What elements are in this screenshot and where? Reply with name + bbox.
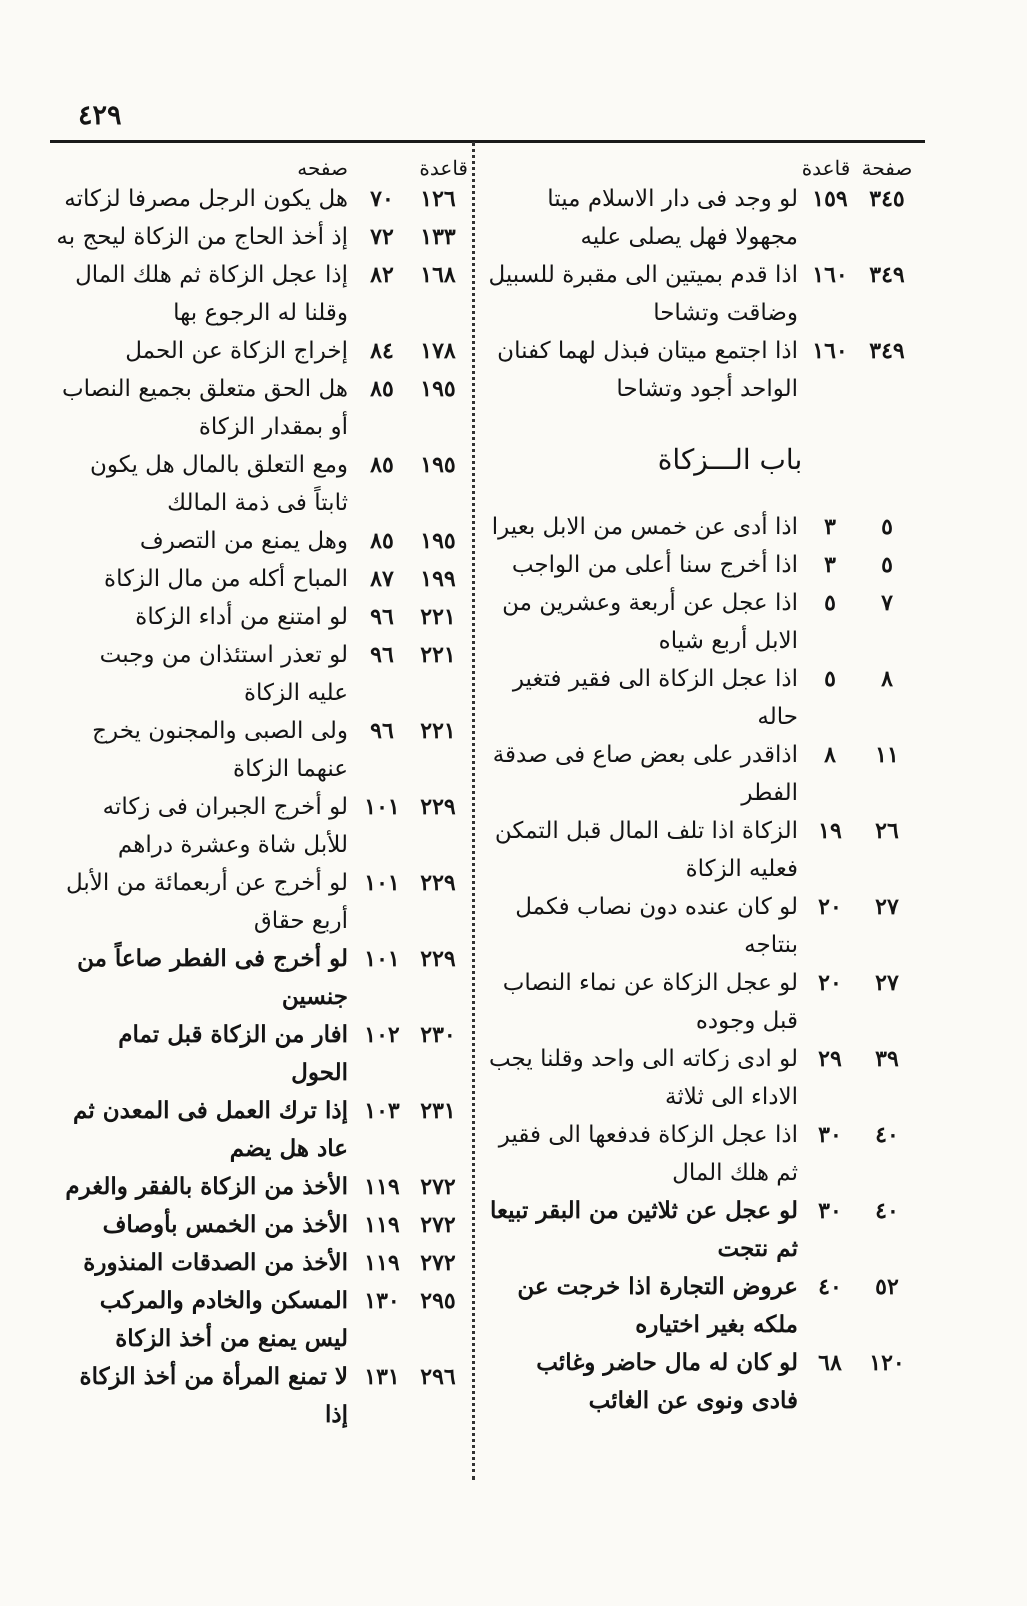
entry-rule-number: ١٦٠ xyxy=(812,262,848,288)
entry-rule-number: ٦٨ xyxy=(818,1350,842,1376)
entry-rule-number: ٨٢ xyxy=(370,262,394,288)
entry-page-number: ٢٦ xyxy=(875,818,899,844)
entry-rule-number: ٧٢ xyxy=(370,224,394,250)
entry-rule-number: ٣ xyxy=(824,552,836,578)
entry-page-number: ١٣٣ xyxy=(420,224,456,250)
entry-rule-number: ٨٥ xyxy=(370,452,394,478)
entry-text: الزكاة اذا تلف المال قبل التمكن فعليه الزكاة xyxy=(494,818,798,882)
rule-label: قاعدة xyxy=(419,156,468,180)
entry-text: هل يكون الرجل مصرفا لزكاته xyxy=(64,186,348,212)
entry-rule-number: ٨٤ xyxy=(370,338,394,364)
entry-text: لو عجل عن ثلاثين من البقر تبيعا ثم نتجت xyxy=(489,1197,798,1262)
index-entry xyxy=(50,598,468,636)
entry-text: عروض التجارة اذا خرجت عن ملكه بغير اختياره xyxy=(517,1273,798,1338)
index-entry xyxy=(480,1344,920,1420)
index-entry xyxy=(480,584,920,660)
entry-page-number: ٢٢٩ xyxy=(420,794,456,820)
index-entry xyxy=(480,546,920,584)
entry-page-number: ٧ xyxy=(881,590,893,616)
entry-page-number: ٢٩٥ xyxy=(420,1288,456,1314)
entry-page-number: ٢٢٩ xyxy=(420,946,456,972)
entry-rule-number: ٣ xyxy=(824,514,836,540)
left-entries xyxy=(50,180,468,1434)
entry-text: هل الحق متعلق بجميع النصاب أو بمقدار الزكاة xyxy=(61,376,348,440)
page-label: صفحة xyxy=(861,156,913,180)
entry-text: اذاقدر على بعض صاع فى صدقة الفطر xyxy=(492,742,798,806)
index-entry xyxy=(480,1192,920,1268)
entry-page-number: ١٩٩ xyxy=(420,566,456,592)
entry-rule-number: ٨٥ xyxy=(370,528,394,554)
entry-text: لو كان له مال حاضر وغائب فادى ونوى عن الغائب xyxy=(536,1349,798,1414)
entry-text: إخراج الزكاة عن الحمل xyxy=(125,338,348,364)
entry-rule-number: ١٩ xyxy=(818,818,842,844)
entry-text: لو امتنع من أداء الزكاة xyxy=(135,604,348,630)
index-entry xyxy=(50,370,468,446)
entry-page-number: ٤٠ xyxy=(875,1198,899,1224)
entry-page-number: ١١ xyxy=(875,742,899,768)
index-entry xyxy=(480,180,920,256)
index-entry xyxy=(480,1268,920,1344)
entry-rule-number: ١١٩ xyxy=(364,1250,400,1276)
entry-rule-number: ١٠٣ xyxy=(364,1098,400,1124)
index-entry xyxy=(50,180,468,218)
entry-page-number: ١٦٨ xyxy=(420,262,456,288)
entry-rule-number: ٤٠ xyxy=(818,1274,842,1300)
index-entry xyxy=(50,1244,468,1282)
index-entry xyxy=(50,256,468,332)
entry-rule-number: ٣٠ xyxy=(818,1122,842,1148)
entry-text: الأخذ من الزكاة بالفقر والغرم xyxy=(65,1173,348,1200)
entry-text: المباح أكله من مال الزكاة xyxy=(104,566,348,592)
entry-rule-number: ٣٠ xyxy=(818,1198,842,1224)
entry-text: الأخذ من الخمس بأوصاف xyxy=(102,1211,348,1238)
entry-page-number: ٤٠ xyxy=(875,1122,899,1148)
index-entry xyxy=(50,1168,468,1206)
entry-rule-number: ٢٩ xyxy=(818,1046,842,1072)
entry-page-number: ٢٩٦ xyxy=(420,1364,456,1390)
entry-rule-number: ٢٠ xyxy=(818,970,842,996)
entry-rule-number: ٨٧ xyxy=(370,566,394,592)
index-entry xyxy=(50,1016,468,1092)
entry-text: وهل يمنع من التصرف xyxy=(139,528,348,554)
entry-text: لو ادى زكاته الى واحد وقلنا يجب الاداء الى ثلاثة xyxy=(488,1046,798,1110)
index-entry xyxy=(480,332,920,408)
entry-text: الأخذ من الصدقات المنذورة xyxy=(83,1249,348,1276)
entry-text: لو تعذر استئذان من وجبت عليه الزكاة xyxy=(99,642,348,706)
entry-page-number: ٥ xyxy=(881,514,893,540)
index-entry xyxy=(480,256,920,332)
index-entry xyxy=(50,218,468,256)
entry-rule-number: ٧٠ xyxy=(370,186,394,212)
index-entry xyxy=(50,788,468,864)
index-entry xyxy=(480,660,920,736)
entry-page-number: ٣٤٩ xyxy=(869,338,905,364)
entry-rule-number: ٥ xyxy=(824,590,836,616)
entry-page-number: ٢٢١ xyxy=(420,604,456,630)
entry-page-number: ٥ xyxy=(881,552,893,578)
index-entry xyxy=(50,940,468,1016)
entry-text: افار من الزكاة قبل تمام الحول xyxy=(118,1021,348,1086)
entry-page-number: ١٩٥ xyxy=(420,376,456,402)
index-entry xyxy=(50,1092,468,1168)
right-column-header xyxy=(480,142,920,180)
left-index-column xyxy=(50,142,468,1480)
entry-page-number: ٢٧٢ xyxy=(420,1212,456,1238)
entry-text: لو أخرج فى الفطر صاعاً من جنسين xyxy=(77,945,348,1010)
entry-text: لو عجل الزكاة عن نماء النصاب قبل وجوده xyxy=(502,970,798,1034)
entry-text: اذا قدم بميتين الى مقبرة للسبيل وضاقت وتشاحا xyxy=(488,262,798,326)
entry-page-number: ١٢٠ xyxy=(869,1350,905,1376)
entry-text: المسكن والخادم والمركب ليس يمنع من أخذ الزكاة xyxy=(99,1287,348,1352)
entry-text: اذا أخرج سنا أعلى من الواجب xyxy=(511,552,798,578)
index-entry xyxy=(480,1116,920,1192)
entry-text: لا تمنع المرأة من أخذ الزكاة إذا xyxy=(79,1363,348,1428)
entry-text: اذا عجل عن أربعة وعشرين من الابل أربع شياه xyxy=(502,590,798,654)
entry-text: لو كان عنده دون نصاب فكمل بنتاجه xyxy=(515,894,798,958)
index-entry xyxy=(480,508,920,546)
index-entry xyxy=(50,446,468,522)
entry-page-number: ٢٧ xyxy=(875,970,899,996)
entry-rule-number: ١٠١ xyxy=(364,870,400,896)
index-entry xyxy=(50,712,468,788)
entry-text: لو وجد فى دار الاسلام ميتا مجهولا فهل يصلى عليه xyxy=(547,186,798,250)
entry-page-number: ١٢٦ xyxy=(420,186,456,212)
entry-rule-number: ٩٦ xyxy=(370,642,394,668)
entry-text: لو أخرج عن أربعمائة من الأبل أربع حقاق xyxy=(65,870,348,934)
entry-rule-number: ٢٠ xyxy=(818,894,842,920)
entry-rule-number: ٨ xyxy=(824,742,836,768)
entry-rule-number: ١٣١ xyxy=(364,1364,400,1390)
index-entry xyxy=(50,636,468,712)
index-entry xyxy=(50,522,468,560)
entry-page-number: ٣٤٩ xyxy=(869,262,905,288)
entry-text: إذا ترك العمل فى المعدن ثم عاد هل يضم xyxy=(73,1097,348,1162)
entry-rule-number: ٥ xyxy=(824,666,836,692)
index-entry xyxy=(50,1358,468,1434)
entry-page-number: ٢٧ xyxy=(875,894,899,920)
index-entry xyxy=(50,1206,468,1244)
entry-page-number: ٨ xyxy=(881,666,893,692)
entry-page-number: ١٧٨ xyxy=(420,338,456,364)
entry-rule-number: ١٥٩ xyxy=(812,186,848,212)
entry-text: اذا عجل الزكاة فدفعها الى فقير ثم هلك المال xyxy=(498,1122,798,1186)
entry-page-number: ٢٢١ xyxy=(420,718,456,744)
entry-rule-number: ١٦٠ xyxy=(812,338,848,364)
entry-rule-number: ١٠١ xyxy=(364,946,400,972)
index-entry xyxy=(480,812,920,888)
entry-text: ومع التعلق بالمال هل يكون ثابتاً فى ذمة المالك xyxy=(90,452,348,516)
entry-page-number: ٢٣٠ xyxy=(420,1022,456,1048)
entry-page-number: ٣٤٥ xyxy=(869,186,905,212)
entry-rule-number: ١١٩ xyxy=(364,1212,400,1238)
entry-page-number: ٣٩ xyxy=(875,1046,899,1072)
entry-rule-number: ٩٦ xyxy=(370,718,394,744)
entry-page-number: ٢٧٢ xyxy=(420,1174,456,1200)
entry-rule-number: ١٠١ xyxy=(364,794,400,820)
entry-rule-number: ١٣٠ xyxy=(364,1288,400,1314)
entry-text: إذ أخذ الحاج من الزكاة ليحج به xyxy=(56,224,348,250)
index-entry xyxy=(50,864,468,940)
entry-page-number: ١٩٥ xyxy=(420,528,456,554)
entry-text: اذا أدى عن خمس من الابل بعيرا xyxy=(491,514,798,540)
right-entries-before xyxy=(480,180,920,408)
index-entry xyxy=(50,1282,468,1358)
index-entry xyxy=(50,560,468,598)
entry-text: ولى الصبى والمجنون يخرج عنهما الزكاة xyxy=(92,718,348,782)
entry-page-number: ٢٧٢ xyxy=(420,1250,456,1276)
entry-rule-number: ٩٦ xyxy=(370,604,394,630)
entry-page-number: ٢٣١ xyxy=(420,1098,456,1124)
left-column-header: قاعدة صفحه xyxy=(297,156,468,180)
page-number: ٤٢٩ xyxy=(78,100,122,131)
rule-label: قاعدة xyxy=(801,156,851,180)
index-entry xyxy=(480,736,920,812)
index-entry xyxy=(480,964,920,1040)
entry-rule-number: ٨٥ xyxy=(370,376,394,402)
right-index-column xyxy=(480,142,920,1480)
entry-text: لو أخرج الجبران فى زكاته للأبل شاة وعشرة دراهم xyxy=(102,794,348,858)
entry-page-number: ٥٢ xyxy=(875,1274,899,1300)
entry-text: اذا اجتمع ميتان فبذل لهما كفنان الواحد أجود وتشاحا xyxy=(497,338,798,402)
index-entry xyxy=(480,1040,920,1116)
entry-text: اذا عجل الزكاة الى فقير فتغير حاله xyxy=(512,666,798,730)
column-divider xyxy=(472,142,475,1480)
entry-rule-number: ١٠٢ xyxy=(364,1022,400,1048)
right-entries-after xyxy=(480,508,920,1420)
index-entry xyxy=(480,888,920,964)
entry-page-number: ٢٢٩ xyxy=(420,870,456,896)
entry-rule-number: ١١٩ xyxy=(364,1174,400,1200)
index-entry xyxy=(50,332,468,370)
entry-page-number: ٢٢١ xyxy=(420,642,456,668)
section-heading: باب الـــزكاة xyxy=(657,443,803,476)
entry-text: إذا عجل الزكاة ثم هلك المال وقلنا له الرجوع بها xyxy=(75,262,348,326)
entry-page-number: ١٩٥ xyxy=(420,452,456,478)
